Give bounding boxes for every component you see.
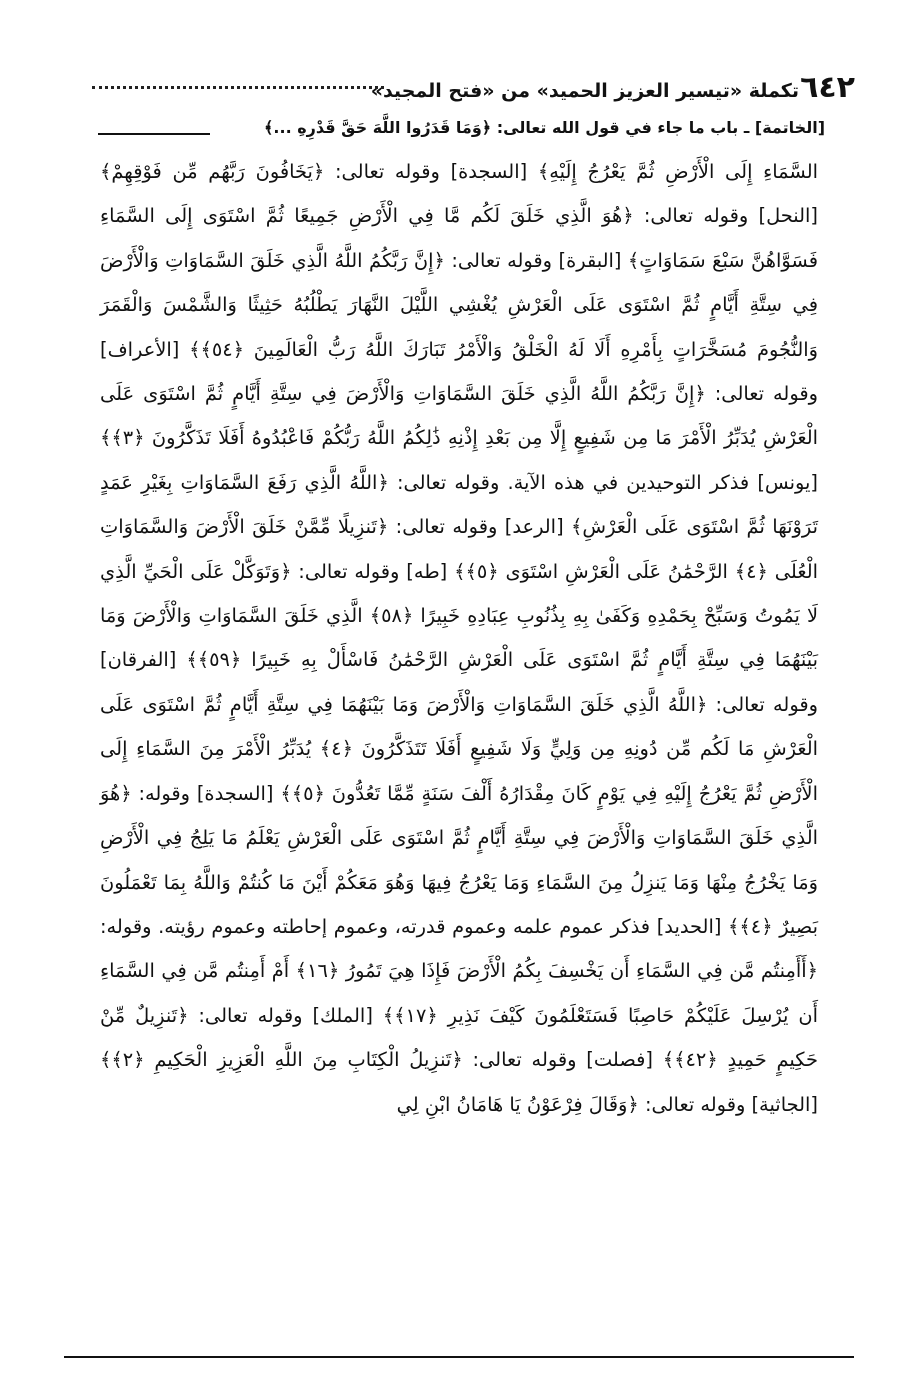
section-heading: [الخاتمة] ـ باب ما جاء في قول الله تعالى: ﴿وَمَا قَدَرُوا اللَّهَ حَقَّ قَدْرِهِ ...﴾ [264,118,825,137]
dotted-leader [92,86,384,89]
footer-rule [64,1356,854,1358]
body-paragraph: السَّمَاءِ إِلَى الْأَرْضِ ثُمَّ يَعْرُجُ إِلَيْهِ﴾ [السجدة] وقوله تعالى: ﴿يَخَافُونَ رَبَّهُم مِّن فَوْقِهِمْ﴾ [النحل] وقوله تعالى: ﴿هُوَ الَّذِي خَلَقَ لَكُم مَّا فِي الْأَرْضِ جَمِيعًا ثُمَّ اسْتَوَى إِلَى السَّمَاءِ فَسَوَّاهُنَّ سَبْعَ سَمَاوَاتٍ﴾ [البقرة] وقوله تعالى: ﴿إِنَّ رَبَّكُمُ اللَّهُ الَّذِي خَلَقَ السَّمَاوَاتِ وَالْأَرْضَ فِي سِتَّةِ أَيَّامٍ ثُمَّ اسْتَوَى عَلَى الْعَرْشِ يُغْشِي اللَّيْلَ النَّهَارَ يَطْلُبُهُ حَثِيثًا وَالشَّمْسَ وَالْقَمَرَ وَالنُّجُومَ مُسَخَّرَاتٍ بِأَمْرِهِ أَلَا لَهُ الْخَلْقُ وَالْأَمْرُ تَبَارَكَ اللَّهُ رَبُّ الْعَالَمِينَ ﴿٥٤﴾﴾ [الأعراف] وقوله تعالى: ﴿إِنَّ رَبَّكُمُ اللَّهُ الَّذِي خَلَقَ السَّمَاوَاتِ وَالْأَرْضَ فِي سِتَّةِ أَيَّامٍ ثُمَّ اسْتَوَى عَلَى الْعَرْشِ يُدَبِّرُ الْأَمْرَ مَا مِن شَفِيعٍ إِلَّا مِن بَعْدِ إِذْنِهِ ذَٰلِكُمُ اللَّهُ رَبُّكُمْ فَاعْبُدُوهُ أَفَلَا تَذَكَّرُونَ ﴿٣﴾﴾ [يونس] فذكر التوحيدين في هذه الآية. وقوله تعالى: ﴿اللَّهُ الَّذِي رَفَعَ السَّمَاوَاتِ بِغَيْرِ عَمَدٍ تَرَوْنَهَا ثُمَّ اسْتَوَى عَلَى الْعَرْشِ﴾ [الرعد] وقوله تعالى: ﴿تَنزِيلًا مِّمَّنْ خَلَقَ الْأَرْضَ وَالسَّمَاوَاتِ الْعُلَى ﴿٤﴾ الرَّحْمَٰنُ عَلَى الْعَرْشِ اسْتَوَى ﴿٥﴾﴾ [طه] وقوله تعالى: ﴿وَتَوَكَّلْ عَلَى الْحَيِّ الَّذِي لَا يَمُوتُ وَسَبِّحْ بِحَمْدِهِ وَكَفَىٰ بِهِ بِذُنُوبِ عِبَادِهِ خَبِيرًا ﴿٥٨﴾ الَّذِي خَلَقَ السَّمَاوَاتِ وَالْأَرْضَ وَمَا بَيْنَهُمَا فِي سِتَّةِ أَيَّامٍ ثُمَّ اسْتَوَى عَلَى الْعَرْشِ الرَّحْمَٰنُ فَاسْأَلْ بِهِ خَبِيرًا ﴿٥٩﴾﴾ [الفرقان] وقوله تعالى: ﴿اللَّهُ الَّذِي خَلَقَ السَّمَاوَاتِ وَالْأَرْضَ وَمَا بَيْنَهُمَا فِي سِتَّةِ أَيَّامٍ ثُمَّ اسْتَوَى عَلَى الْعَرْشِ مَا لَكُم مِّن دُونِهِ مِن وَلِيٍّ وَلَا شَفِيعٍ أَفَلَا تَتَذَكَّرُونَ ﴿٤﴾ يُدَبِّرُ الْأَمْرَ مِنَ السَّمَاءِ إِلَى الْأَرْضِ ثُمَّ يَعْرُجُ إِلَيْهِ فِي يَوْمٍ كَانَ مِقْدَارُهُ أَلْفَ سَنَةٍ مِّمَّا تَعُدُّونَ ﴿٥﴾﴾ [السجدة] وقوله: ﴿هُوَ الَّذِي خَلَقَ السَّمَاوَاتِ وَالْأَرْضَ فِي سِتَّةِ أَيَّامٍ ثُمَّ اسْتَوَى عَلَى الْعَرْشِ يَعْلَمُ مَا يَلِجُ فِي الْأَرْضِ وَمَا يَخْرُجُ مِنْهَا وَمَا يَنزِلُ مِنَ السَّمَاءِ وَمَا يَعْرُجُ فِيهَا وَهُوَ مَعَكُمْ أَيْنَ مَا كُنتُمْ وَاللَّهُ بِمَا تَعْمَلُونَ بَصِيرٌ ﴿٤﴾﴾ [الحديد] فذكر عموم علمه وعموم قدرته، وعموم إحاطته وعموم رؤيته. وقوله: ﴿أَأَمِنتُم مَّن فِي السَّمَاءِ أَن يَخْسِفَ بِكُمُ الْأَرْضَ فَإِذَا هِيَ تَمُورُ ﴿١٦﴾ أَمْ أَمِنتُم مَّن فِي السَّمَاءِ أَن يُرْسِلَ عَلَيْكُمْ حَاصِبًا فَسَتَعْلَمُونَ كَيْفَ نَذِيرِ ﴿١٧﴾﴾ [الملك] وقوله تعالى: ﴿تَنزِيلٌ مِّنْ حَكِيمٍ حَمِيدٍ ﴿٤٢﴾﴾ [فصلت] وقوله تعالى: ﴿تَنزِيلُ الْكِتَابِ مِنَ اللَّهِ الْعَزِيزِ الْحَكِيمِ ﴿٢﴾﴾ [الجاثية] وقوله تعالى: ﴿وَقَالَ فِرْعَوْنُ يَا هَامَانُ ابْنِ لِي [100,160,818,1116]
page-number: ٦٤٢ [800,70,855,105]
body-text [100,150,818,1127]
section-rule [98,133,210,135]
running-title: تكملة «تيسير العزيز الحميد» من «فتح المجيد» [370,80,799,102]
